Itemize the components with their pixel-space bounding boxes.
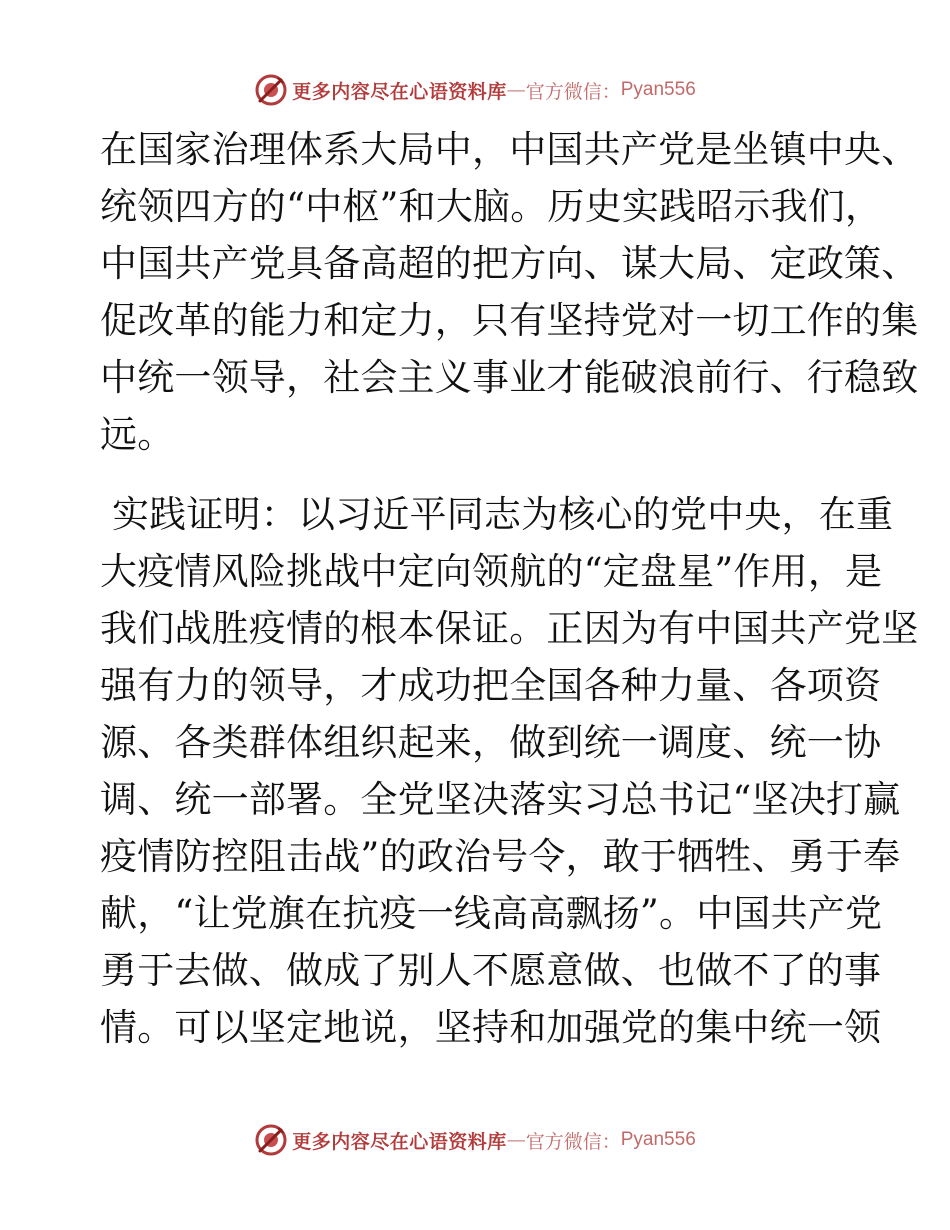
text-line: 实践证明：以习近平同志为核心的党中央，在重 (100, 493, 894, 536)
text-line: 勇于去做、做成了别人不愿意做、也做不了的事 (100, 949, 882, 992)
brand-logo-icon (254, 1123, 288, 1157)
wechat-id: Pyan556 (620, 1129, 696, 1150)
document-body (100, 121, 919, 1056)
text-line: 中统一领导，社会主义事业才能破浪前行、行稳致 (100, 356, 919, 399)
text-line: 疫情防控阻击战”的政治号令，敢于牺牲、勇于奉 (100, 835, 901, 878)
banner-separator: — (506, 79, 526, 101)
text-line: 调、统一部署。全党坚决落实习总书记“坚决打赢 (100, 778, 901, 821)
text-line: 源、各类群体组织起来，做到统一调度、统一协 (100, 721, 882, 764)
text-line: 在国家治理体系大局中，中国共产党是坐镇中央、 (100, 128, 919, 171)
brand-logo-icon (254, 73, 288, 107)
wechat-label: 官方微信： (525, 80, 621, 103)
text-line: 强有力的领导，才成功把全国各种力量、各项资 (100, 664, 882, 707)
text-line: 我们战胜疫情的根本保证。正因为有中国共产党坚 (100, 607, 919, 650)
text-line: 情。可以坚定地说，坚持和加强党的集中统一领 (100, 1006, 882, 1049)
text-line: 中国共产党具备高超的把方向、谋大局、定政策、 (100, 242, 919, 285)
text-line: 统领四方的“中枢”和大脑。历史实践昭示我们， (100, 185, 883, 228)
banner-separator: — (506, 1129, 526, 1151)
paragraph-1 (100, 121, 919, 463)
text-line: 大疫情风险挑战中定向领航的“定盘星”作用，是 (100, 550, 883, 593)
paragraph-2 (100, 486, 919, 1056)
footer-banner (0, 1120, 950, 1160)
text-line: 献，“让党旗在抗疫一线高高飘扬”。中国共产党 (100, 892, 883, 935)
banner-title: 更多内容尽在心语资料库 (292, 1130, 507, 1153)
text-line: 促改革的能力和定力，只有坚持党对一切工作的集 (100, 299, 919, 342)
wechat-id: Pyan556 (620, 79, 696, 100)
wechat-label: 官方微信： (525, 1130, 621, 1153)
text-line: 远。 (100, 413, 175, 456)
header-banner (0, 70, 950, 110)
banner-title: 更多内容尽在心语资料库 (292, 80, 507, 103)
